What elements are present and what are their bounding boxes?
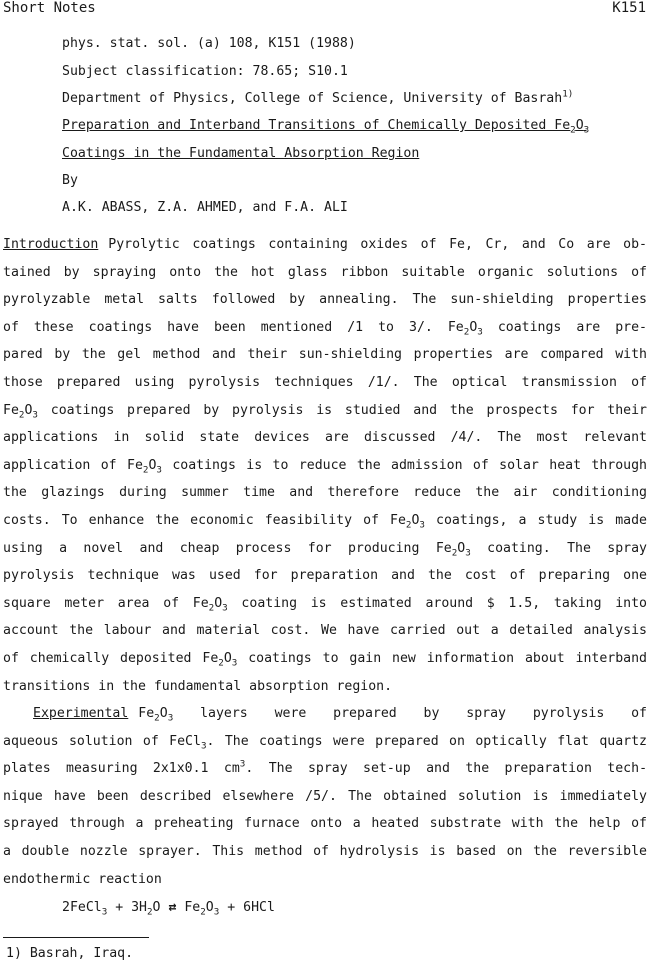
introduction-paragraph: Introduction Pyrolytic coatings containing oxides of Fe, Cr, and Co are ob- tained by spraying onto the hot glass ribbon suitable organic solutions of pyrolyzable metal salts followed by annealing. The sun-shielding properties of these coatings have been mentioned /1 to 3/. $Fe_2O_3$ coatings are pre- pared by the gel method and their sun-shielding properties are compared with those prepared using pyrolysis techniques /1/. The optical transmission of $Fe_2O_3$ coatings prepared by pyrolysis is studied and the prospects for their applications in solid state devices are discussed /4/. The most relevant application of $Fe_2O_3$ coatings is to reduce the admission of solar heat through the glazings during summer time and therefore reduce the air conditioning costs. To enhance the economic feasibility of $Fe_2O_3$ coatings, a study is made using a novel and cheap process for producing $Fe_2O_3$ coating. The spray pyrolysis technique was used for preparation and the cost of preparing one square meter area of $Fe_2O_3$ coating is estimated around $ 1.5, taking into account the labour and material cost. We have carried out a detailed analysis of chemically deposited $Fe_2O_3$ coatings to gain new information about interband transitions in the fundamental absorption region. <box>3 237 647 694</box>
introduction-heading: Introduction <box>3 237 99 252</box>
affiliation-text: Department of Physics, College of Science, University of Basrah <box>62 91 563 106</box>
authors: A.K. ABASS, Z.A. AHMED, and F.A. ALI <box>62 200 348 215</box>
affiliation-footnote-mark: 1) <box>562 88 574 100</box>
page-number: K151 <box>612 0 646 16</box>
footnote: 1) Basrah, Iraq. <box>6 946 134 961</box>
paper-title-line-1: Preparation and Interband Transitions of Chemically Deposited $Fe_2O_3$ <box>62 118 590 136</box>
affiliation <box>62 90 573 108</box>
by-line: By <box>62 173 78 188</box>
footnote-divider <box>3 937 149 938</box>
experimental-heading: Experimental <box>33 706 129 721</box>
reaction-equation: 2FeCl$_3$ + $3H_2O$ ⇄ $Fe_2O_3 + 6HCl$ <box>62 900 275 918</box>
reversible-arrow-icon: ⇄ <box>168 900 177 915</box>
citation: phys. stat. sol. (a) 108, K151 (1988) <box>62 36 356 51</box>
experimental-paragraph: Experimental $Fe_2O_3$ layers were prepared by spray pyrolysis of aqueous solution of FeCl$_3$. The coatings were prepared on optically flat quartz plates measuring 2x1x0.1 $cm^3$. The spray set-up and the preparation tech- nique have been described elsewhere /5/. The obtained solution is immediately sprayed through a preheating furnace onto a heated substrate with the help of a double nozzle sprayer. This method of hydrolysis is based on the reversible endothermic reaction <box>3 706 647 887</box>
subject-classification: Subject classification: 78.65; S10.1 <box>62 64 348 79</box>
running-head <box>0 0 650 18</box>
paper-title-line-2: Coatings in the Fundamental Absorption Region <box>62 146 420 161</box>
running-head-section: Short Notes <box>3 0 96 16</box>
